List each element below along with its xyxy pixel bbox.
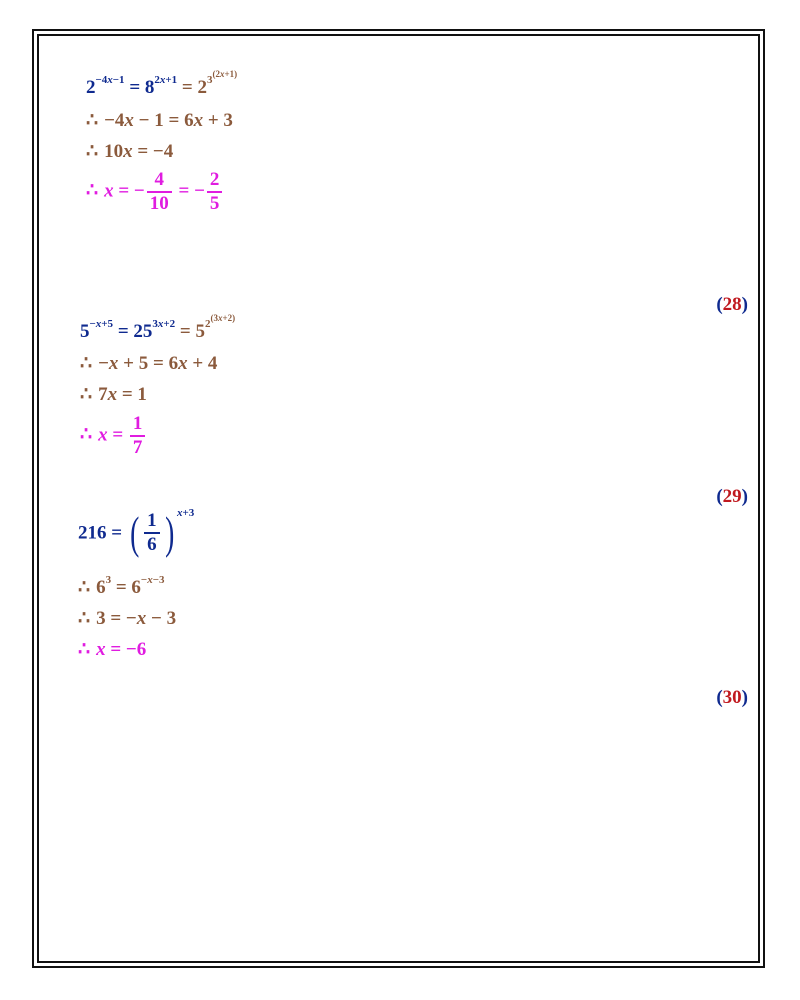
- question-number-30: (30): [716, 687, 748, 708]
- fraction: $\frac{4}{10}$: [147, 170, 172, 214]
- eq3-line2: ∴ $6^3 = 6^{-x-3}$: [78, 573, 165, 598]
- eq1-line4: ∴ x = − $\frac{4}{10}$ = − $\frac{2}{5}$: [86, 170, 224, 214]
- question-number-28: (28): [716, 294, 748, 315]
- eq3-line1: 216 = ( $\frac{1}{6}$ ) $^{x+3}$: [78, 507, 195, 558]
- fraction: $\frac{2}{5}$: [207, 170, 223, 214]
- eq1-line1: $2^{-4x-1} = 8^{2x+1} = 2^{3^{(2x+1)}}$: [86, 69, 238, 98]
- eq2-line2: ∴ −x + 5 = 6x + 4: [80, 353, 218, 374]
- eq3-line3: ∴ 3 = −x − 3: [78, 608, 177, 629]
- eq2-line3: ∴ 7x = 1: [80, 384, 147, 405]
- fraction: $\frac{1}{6}$: [144, 511, 160, 555]
- eq2-line1: $5^{-x+5} = 25^{3x+2} = 5^{2^{(3x+2)}}$: [80, 313, 236, 342]
- fraction: $\frac{1}{7}$: [130, 414, 146, 458]
- question-number-29: (29): [716, 486, 748, 507]
- eq1-line2: ∴ −4x − 1 = 6x + 3: [86, 110, 233, 131]
- eq2-line4: ∴ x = $\frac{1}{7}$: [80, 414, 147, 458]
- eq1-line3: ∴ 10x = −4: [86, 141, 174, 162]
- eq3-line4: ∴ x = −6: [78, 639, 147, 660]
